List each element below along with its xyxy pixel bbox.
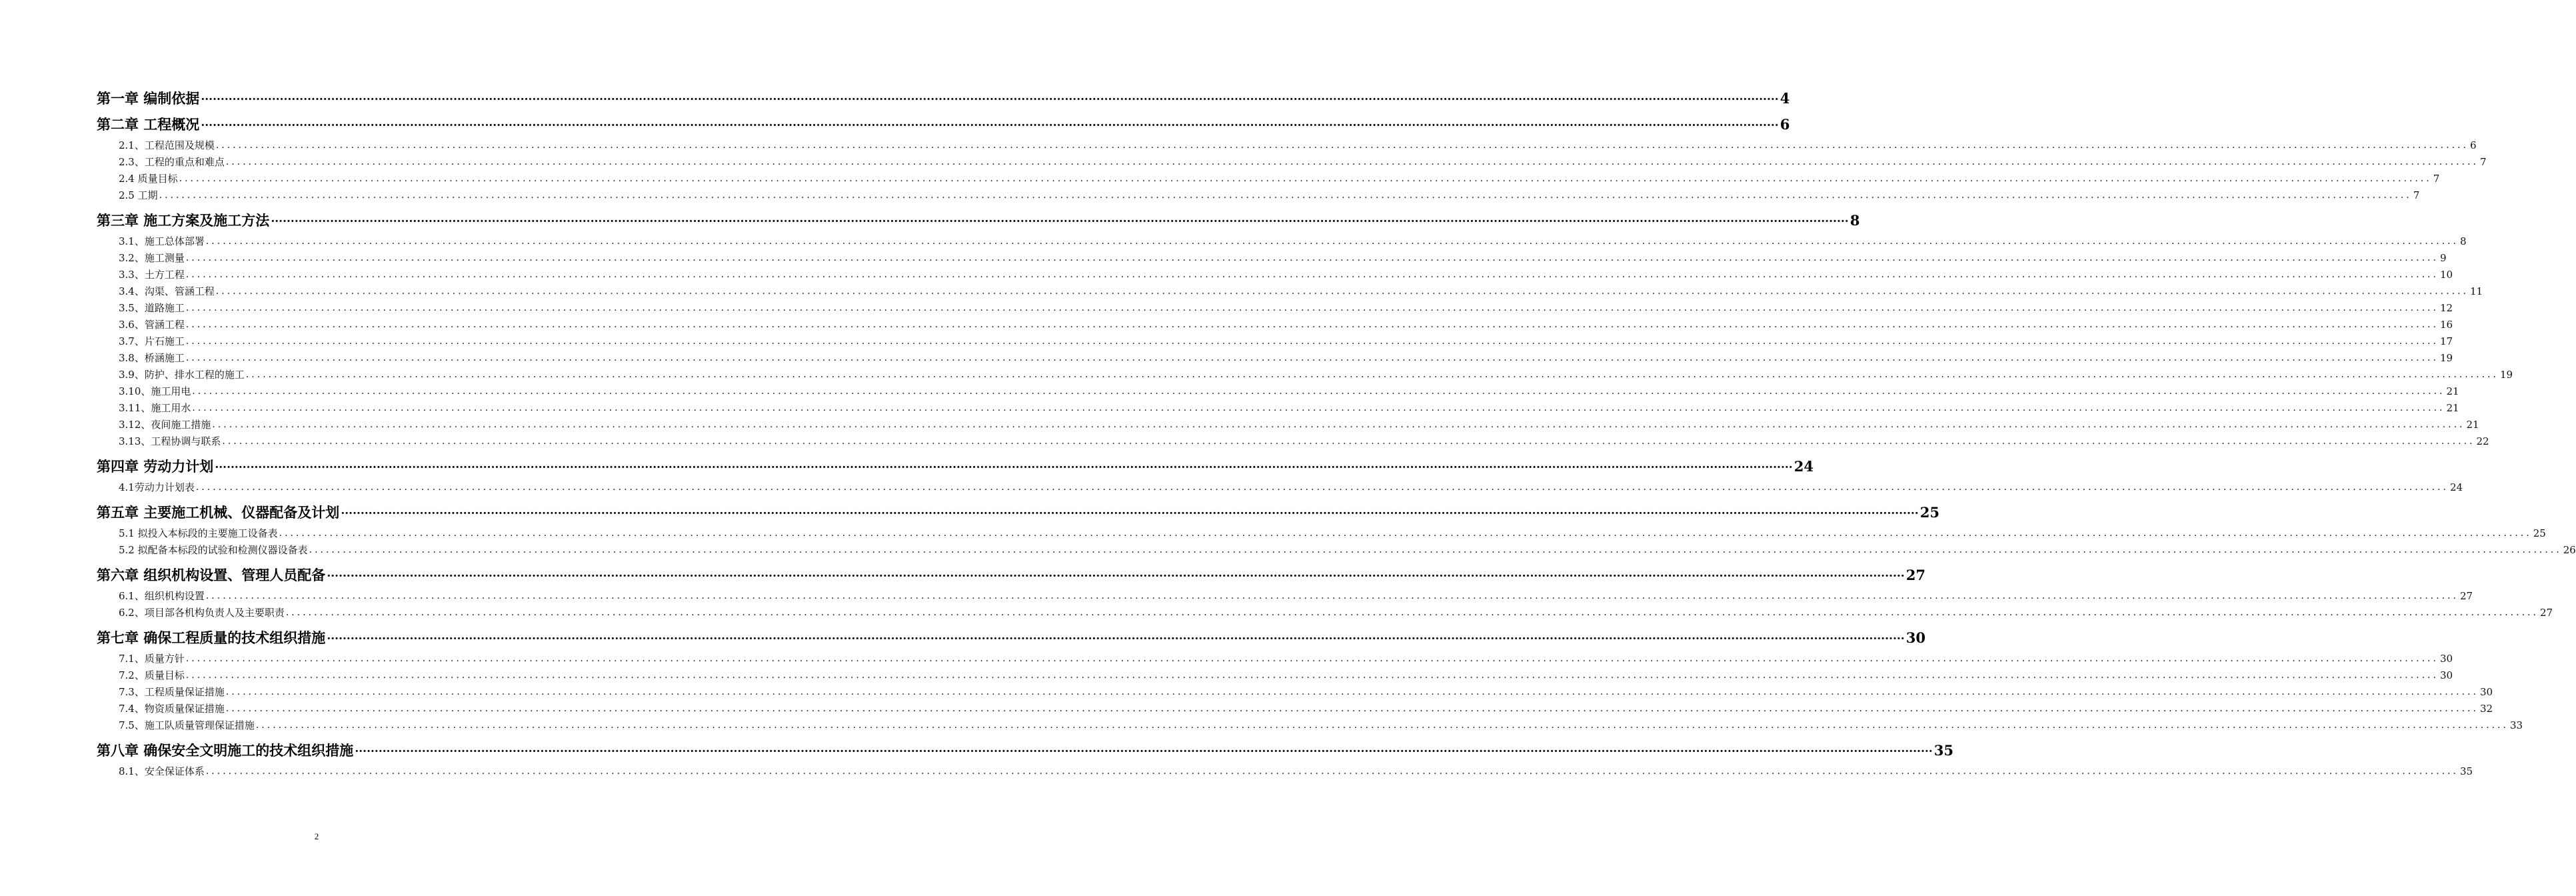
toc-section-entry[interactable]	[97, 667, 2453, 684]
toc-entry-title: 第四章 劳动力计划	[97, 458, 214, 475]
toc-entry-page: 30	[2439, 669, 2453, 681]
toc-section-entry[interactable]	[97, 233, 2467, 250]
toc-entry-title: 第五章 主要施工机械、仪器配备及计划	[97, 504, 340, 521]
dot-leader: ................................................................................................................................................................................................................................................................................................................................................................................................................	[215, 286, 2469, 297]
dot-leader: ................................................................................................................................................................................................................................................................................................................................................................................................................	[205, 236, 2459, 247]
toc-entry-title: 7.3、工程质量保证措施	[119, 686, 225, 698]
toc-entry-page: 32	[2479, 703, 2493, 715]
toc-section-entry[interactable]	[97, 684, 2493, 701]
toc-section-entry[interactable]	[97, 651, 2453, 667]
toc-chapter-entry[interactable]	[97, 89, 1790, 108]
toc-entry-title: 2.1、工程范围及规模	[119, 139, 215, 151]
toc-entry-page: 7	[2413, 189, 2420, 201]
toc-entry-page: 6	[1780, 116, 1790, 133]
toc-entry-page: 21	[2446, 402, 2459, 414]
toc-entry-page: 30	[1906, 629, 1926, 646]
toc-section-entry[interactable]	[97, 367, 2513, 383]
toc-entry-page: 10	[2439, 269, 2453, 281]
toc-section-entry[interactable]	[97, 588, 2473, 605]
dot-leader: ................................................................................................................................................................................................................................................................................................................................................................................................................	[279, 528, 2532, 539]
dot-leader: ................................................................................................................................................................................................................................................................................................................................................................................................................	[185, 653, 2439, 664]
toc-chapter-entry[interactable]	[97, 566, 1926, 585]
toc-entry-title: 7.1、质量方针	[119, 653, 185, 665]
toc-entry-page: 11	[2469, 285, 2483, 297]
toc-chapter-entry[interactable]	[97, 211, 1860, 230]
toc-section-entry[interactable]	[97, 542, 2576, 559]
dot-leader: ................................................................................................................................................................................................................................................................................................................................................................................................................	[327, 567, 1905, 580]
dot-leader: ................................................................................................................................................................................................................................................................................................................................................................................................................	[327, 629, 1905, 643]
toc-entry-page: 30	[2479, 686, 2493, 698]
toc-section-entry[interactable]	[97, 525, 2546, 542]
table-of-contents	[97, 87, 2576, 780]
dot-leader: ................................................................................................................................................................................................................................................................................................................................................................................................................	[215, 458, 1793, 471]
toc-entry-title: 第七章 确保工程质量的技术组织措施	[97, 629, 326, 646]
toc-chapter-entry[interactable]	[97, 115, 1790, 134]
toc-section-entry[interactable]	[97, 317, 2453, 333]
toc-section-entry[interactable]	[97, 763, 2473, 780]
toc-entry-page: 8	[2459, 235, 2467, 247]
toc-entry-page: 12	[2439, 302, 2453, 314]
dot-leader: ................................................................................................................................................................................................................................................................................................................................................................................................................	[355, 742, 1933, 755]
toc-section-entry[interactable]	[97, 400, 2459, 417]
dot-leader: ................................................................................................................................................................................................................................................................................................................................................................................................................	[185, 353, 2439, 363]
toc-entry-title: 第一章 编制依据	[97, 90, 200, 107]
toc-section-entry[interactable]	[97, 383, 2459, 400]
toc-entry-page: 27	[2459, 590, 2473, 602]
dot-leader: ................................................................................................................................................................................................................................................................................................................................................................................................................	[222, 436, 2475, 447]
toc-section-entry[interactable]	[97, 300, 2453, 317]
toc-entry-title: 3.6、管涵工程	[119, 319, 185, 331]
dot-leader: ................................................................................................................................................................................................................................................................................................................................................................................................................	[185, 303, 2439, 313]
toc-chapter-entry[interactable]	[97, 741, 1953, 760]
toc-section-entry[interactable]	[97, 137, 2477, 154]
dot-leader: ................................................................................................................................................................................................................................................................................................................................................................................................................	[212, 419, 2465, 430]
toc-entry-page: 30	[2439, 653, 2453, 665]
toc-entry-page: 8	[1850, 212, 1860, 229]
toc-entry-title: 5.1 拟投入本标段的主要施工设备表	[119, 527, 278, 539]
toc-entry-page: 21	[2466, 419, 2479, 431]
toc-entry-page: 19	[2439, 352, 2453, 364]
toc-entry-title: 5.2 拟配备本标段的试验和检测仪器设备表	[119, 544, 308, 556]
toc-entry-title: 6.1、组织机构设置	[119, 590, 205, 602]
toc-entry-page: 25	[2533, 527, 2546, 539]
dot-leader: ................................................................................................................................................................................................................................................................................................................................................................................................................	[195, 482, 2449, 493]
dot-leader: ................................................................................................................................................................................................................................................................................................................................................................................................................	[271, 212, 1849, 225]
toc-entry-title: 第三章 施工方案及施工方法	[97, 212, 270, 229]
toc-entry-title: 4.1劳动力计划表	[119, 481, 195, 493]
toc-entry-page: 27	[2539, 607, 2553, 619]
toc-entry-title: 8.1、安全保证体系	[119, 765, 205, 777]
dot-leader: ................................................................................................................................................................................................................................................................................................................................................................................................................	[215, 140, 2469, 151]
toc-entry-page: 26	[2563, 544, 2576, 556]
toc-section-entry[interactable]	[97, 154, 2487, 171]
dot-leader: ................................................................................................................................................................................................................................................................................................................................................................................................................	[192, 403, 2445, 413]
page-number: 2	[314, 831, 319, 841]
toc-section-entry[interactable]	[97, 433, 2489, 450]
toc-entry-title: 3.4、沟渠、管涵工程	[119, 285, 215, 297]
dot-leader: ................................................................................................................................................................................................................................................................................................................................................................................................................	[179, 173, 2432, 184]
toc-entry-title: 7.4、物资质量保证措施	[119, 703, 225, 715]
toc-entry-page: 17	[2439, 335, 2453, 347]
toc-entry-page: 24	[2449, 481, 2463, 493]
toc-entry-title: 3.8、桥涵施工	[119, 352, 185, 364]
toc-entry-page: 16	[2439, 319, 2453, 331]
toc-entry-title: 3.9、防护、排水工程的施工	[119, 369, 245, 381]
toc-entry-page: 7	[2433, 173, 2440, 185]
dot-leader: ................................................................................................................................................................................................................................................................................................................................................................................................................	[285, 607, 2539, 618]
toc-entry-title: 7.5、施工队质量管理保证措施	[119, 719, 255, 731]
toc-chapter-entry[interactable]	[97, 503, 1939, 522]
toc-entry-title: 2.4 质量目标	[119, 173, 178, 185]
dot-leader: ................................................................................................................................................................................................................................................................................................................................................................................................................	[201, 116, 1779, 129]
toc-entry-page: 22	[2476, 435, 2489, 447]
toc-entry-title: 第六章 组织机构设置、管理人员配备	[97, 567, 326, 583]
toc-entry-title: 3.1、施工总体部署	[119, 235, 205, 247]
toc-entry-title: 3.5、道路施工	[119, 302, 185, 314]
dot-leader: ................................................................................................................................................................................................................................................................................................................................................................................................................	[159, 190, 2412, 201]
dot-leader: ................................................................................................................................................................................................................................................................................................................................................................................................................	[185, 319, 2439, 330]
dot-leader: ................................................................................................................................................................................................................................................................................................................................................................................................................	[205, 766, 2459, 777]
toc-entry-page: 9	[2439, 252, 2447, 264]
dot-leader: ................................................................................................................................................................................................................................................................................................................................................................................................................	[309, 545, 2562, 555]
dot-leader: ................................................................................................................................................................................................................................................................................................................................................................................................................	[225, 157, 2479, 167]
toc-section-entry[interactable]	[97, 479, 2463, 496]
toc-entry-page: 27	[1906, 567, 1926, 583]
toc-entry-title: 2.3、工程的重点和难点	[119, 156, 225, 168]
toc-section-entry[interactable]	[97, 701, 2493, 717]
toc-section-entry[interactable]	[97, 333, 2453, 350]
dot-leader: ................................................................................................................................................................................................................................................................................................................................................................................................................	[185, 269, 2439, 280]
toc-entry-title: 第二章 工程概况	[97, 116, 200, 133]
toc-section-entry[interactable]	[97, 267, 2453, 283]
toc-entry-title: 3.11、施工用水	[119, 402, 191, 414]
toc-entry-title: 2.5 工期	[119, 189, 158, 201]
dot-leader: ................................................................................................................................................................................................................................................................................................................................................................................................................	[225, 687, 2479, 697]
toc-entry-title: 第八章 确保安全文明施工的技术组织措施	[97, 742, 354, 759]
toc-section-entry[interactable]	[97, 250, 2447, 267]
toc-section-entry[interactable]	[97, 417, 2479, 433]
toc-section-entry[interactable]	[97, 187, 2420, 204]
toc-entry-page: 7	[2479, 156, 2487, 168]
toc-entry-title: 3.2、施工测量	[119, 252, 185, 264]
dot-leader: ................................................................................................................................................................................................................................................................................................................................................................................................................	[201, 90, 1779, 103]
toc-chapter-entry[interactable]	[97, 629, 1926, 647]
toc-entry-page: 4	[1780, 90, 1790, 107]
toc-entry-page: 25	[1920, 504, 1939, 521]
dot-leader: ................................................................................................................................................................................................................................................................................................................................................................................................................	[205, 591, 2459, 601]
dot-leader: ................................................................................................................................................................................................................................................................................................................................................................................................................	[245, 369, 2499, 380]
toc-entry-page: 35	[2459, 765, 2473, 777]
dot-leader: ................................................................................................................................................................................................................................................................................................................................................................................................................	[341, 504, 1919, 517]
toc-chapter-entry[interactable]	[97, 457, 1814, 476]
toc-entry-page: 33	[2509, 719, 2523, 731]
toc-section-entry[interactable]	[97, 350, 2453, 367]
dot-leader: ................................................................................................................................................................................................................................................................................................................................................................................................................	[185, 253, 2439, 263]
toc-entry-page: 21	[2446, 385, 2459, 397]
toc-entry-title: 3.13、工程协调与联系	[119, 435, 221, 447]
dot-leader: ................................................................................................................................................................................................................................................................................................................................................................................................................	[192, 386, 2445, 397]
toc-entry-page: 35	[1933, 742, 1953, 759]
toc-entry-page: 6	[2469, 139, 2477, 151]
dot-leader: ................................................................................................................................................................................................................................................................................................................................................................................................................	[185, 670, 2439, 681]
dot-leader: ................................................................................................................................................................................................................................................................................................................................................................................................................	[225, 703, 2479, 714]
dot-leader: ................................................................................................................................................................................................................................................................................................................................................................................................................	[185, 336, 2439, 347]
toc-section-entry[interactable]	[97, 283, 2483, 300]
toc-entry-title: 3.10、施工用电	[119, 385, 191, 397]
toc-entry-title: 7.2、质量目标	[119, 669, 185, 681]
toc-entry-title: 3.12、夜间施工措施	[119, 419, 211, 431]
toc-entry-title: 6.2、项目部各机构负责人及主要职责	[119, 607, 285, 619]
toc-entry-title: 3.7、片石施工	[119, 335, 185, 347]
toc-section-entry[interactable]	[97, 171, 2440, 187]
dot-leader: ................................................................................................................................................................................................................................................................................................................................................................................................................	[255, 720, 2509, 731]
toc-section-entry[interactable]	[97, 605, 2553, 621]
toc-section-entry[interactable]	[97, 717, 2523, 734]
toc-entry-title: 3.3、土方工程	[119, 269, 185, 281]
toc-entry-page: 19	[2499, 369, 2513, 381]
toc-entry-page: 24	[1794, 458, 1814, 475]
